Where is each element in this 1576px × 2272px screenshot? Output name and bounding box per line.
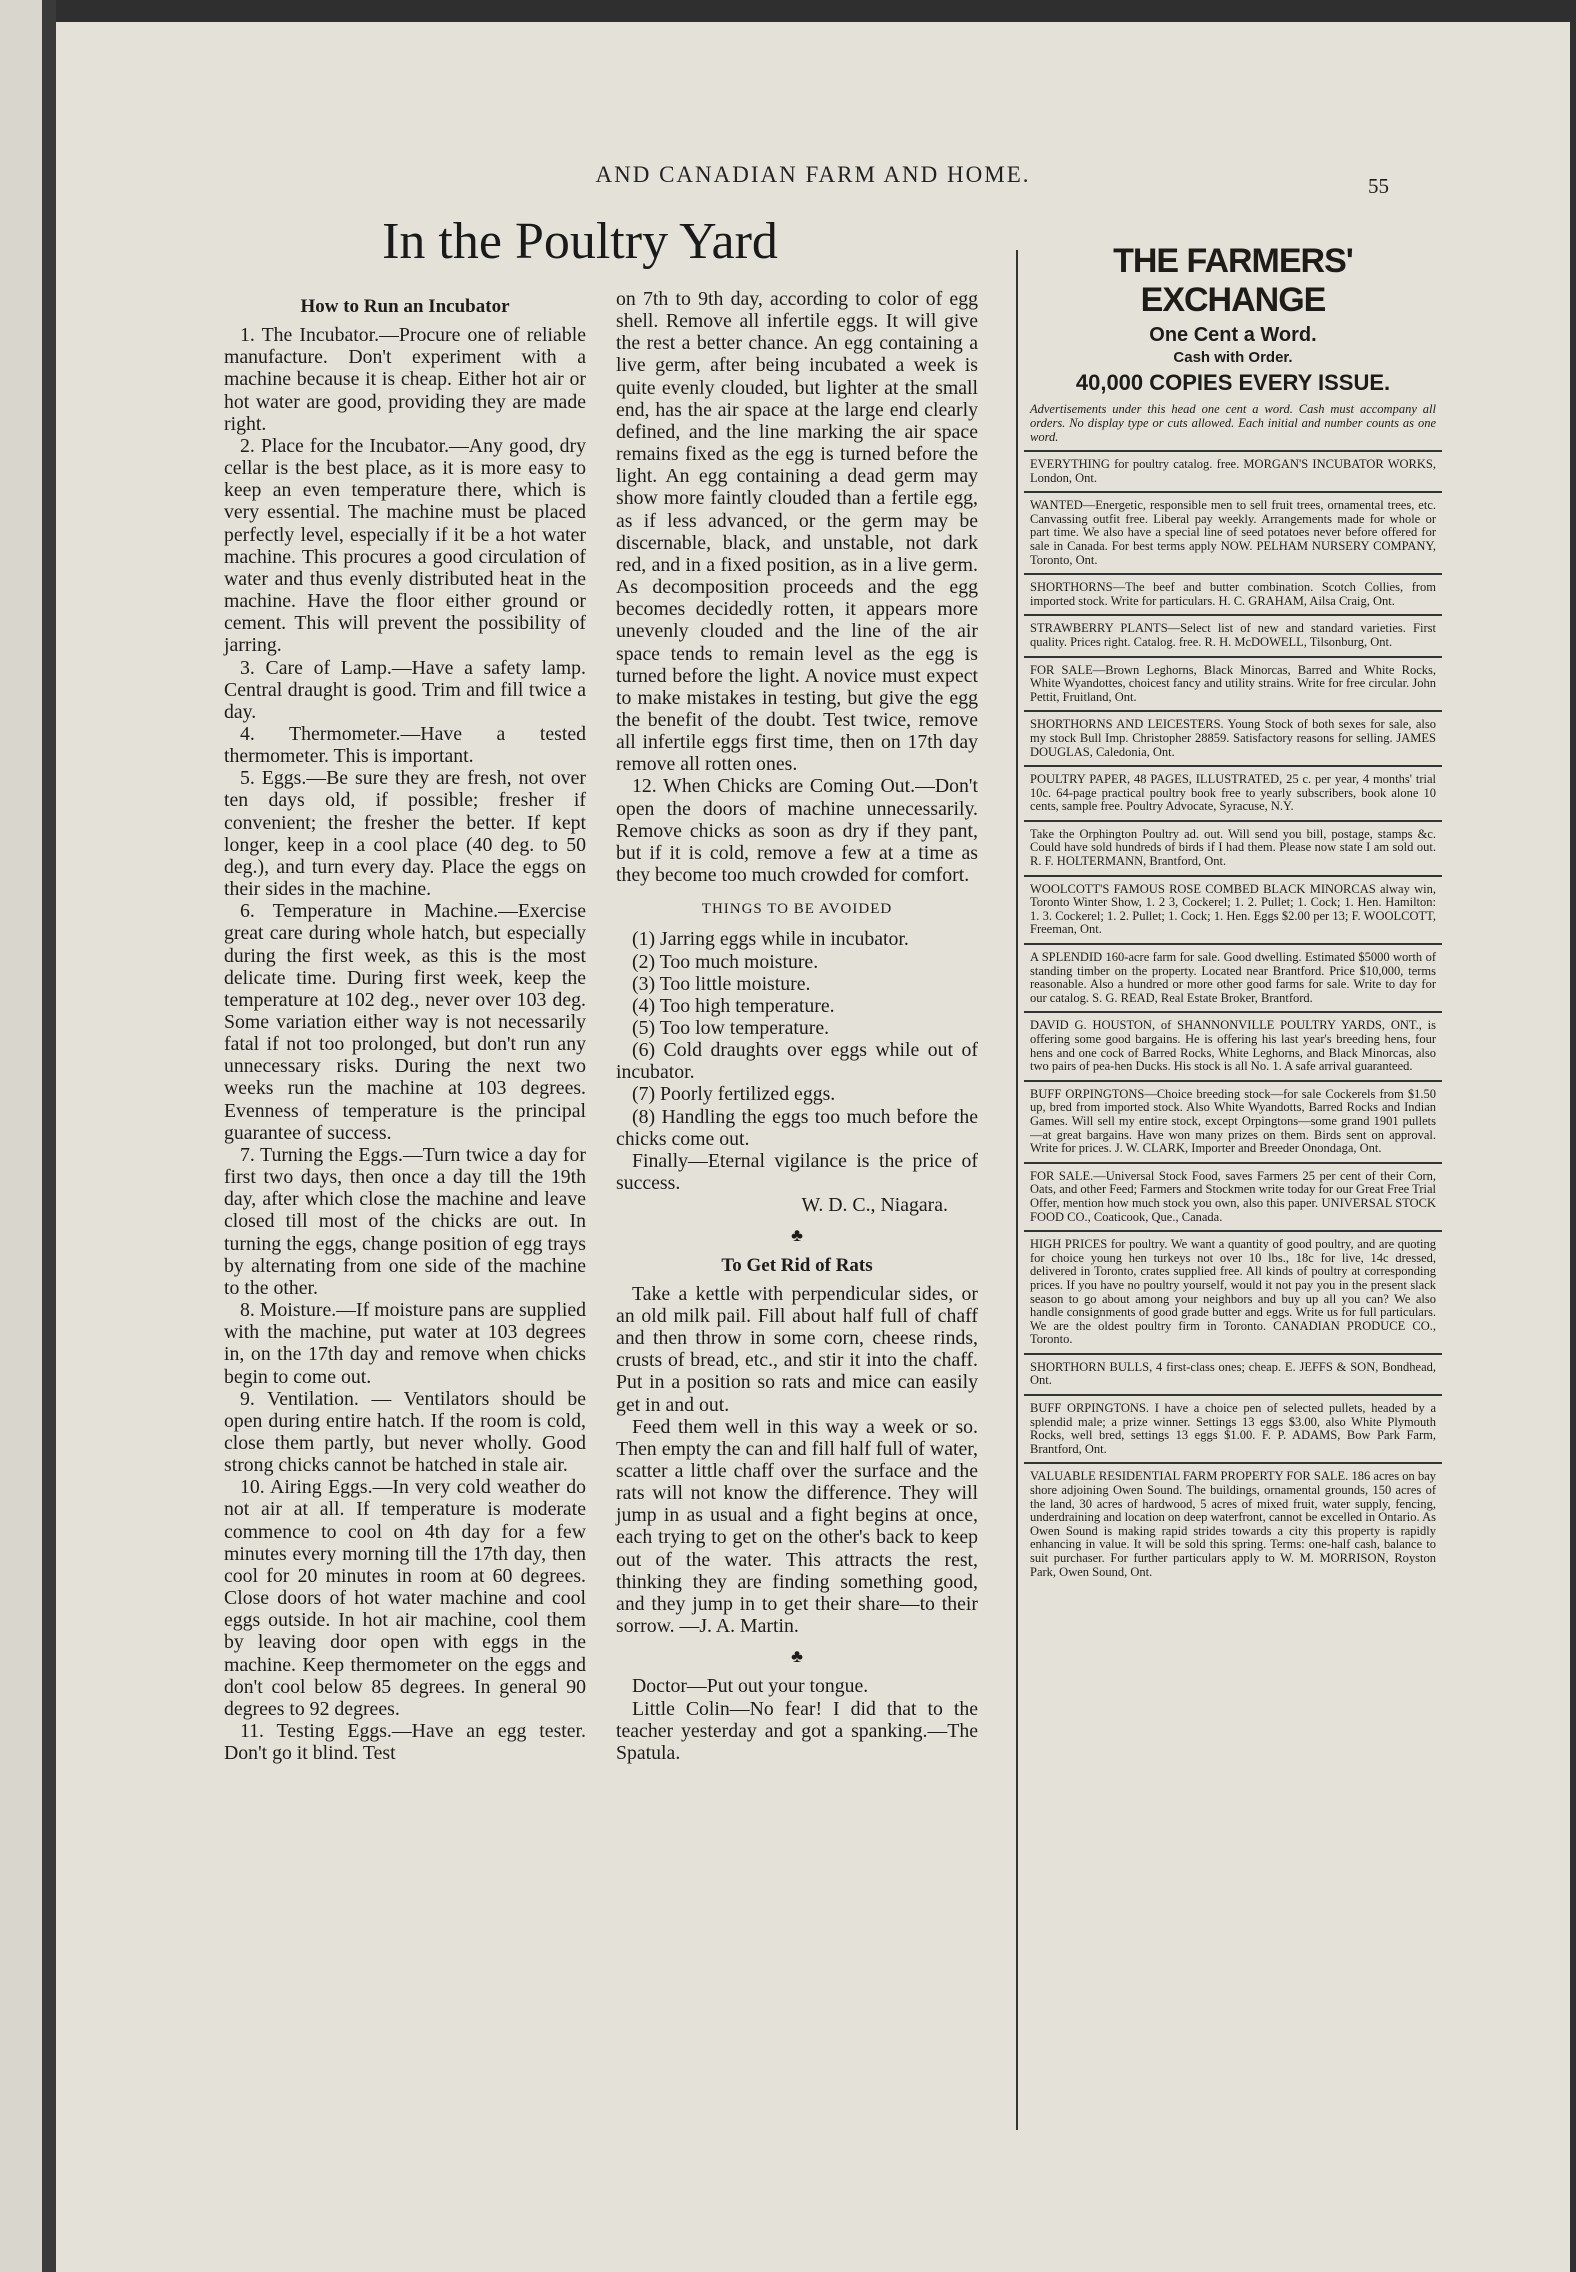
classified-ad: EVERYTHING for poultry catalog. free. MORGAN'S INCUBATOR WORKS, London, Ont. (1024, 450, 1442, 491)
scan-left-margin (0, 0, 56, 2272)
classified-ad: WOOLCOTT'S FAMOUS ROSE COMBED BLACK MINORCAS alway win, Toronto Winter Show, 1. 2 3, Cockerel; 1. 2. Pullet; 1. Cock; 1. Hen. Hamilton: 1. 3. Cockerel; 1. 2. Pullet; 1. Cock; 1. Hen. Eggs $2.00 per 13; F. WOOLCOTT, Freeman, Ont. (1024, 875, 1442, 943)
exchange-title: THE FARMERS' EXCHANGE (1113, 242, 1353, 319)
paragraph: Take a kettle with perpendicular sides, or an old milk pail. Fill about half full of chaff and then throw in some corn, cheese rinds, crusts of bread, etc., and stir it into the chaff. Put in a position so rats and mice can easily get in and out. (616, 1282, 978, 1416)
paragraph: 9. Ventilation. — Ventilators should be open during entire hatch. If the room is cold, close them partly, but never wholly. Good strong chicks cannot be hatched in stale air. (224, 1387, 586, 1477)
list-item: (3) Too little moisture. (632, 972, 811, 995)
rats-heading: To Get Rid of Rats (721, 1254, 873, 1276)
running-head: AND CANADIAN FARM AND HOME. (595, 162, 1031, 187)
avoid-heading: THINGS TO BE AVOIDED (701, 901, 893, 918)
page-number: 55 (1368, 174, 1389, 198)
classified-ad: HIGH PRICES for poultry. We want a quantity of good poultry, and are quoting for choice young hen turkeys not over 10 lbs., 18c for live, 14c dressed, delivered in Toronto, crates supplied free. All kinds of poultry at corresponding prices. If you have no poultry yourself, would it not pay you in the present slack season to go about among your neighbors and buy up all you can? We also handle consignments of good grade butter and eggs. Write us for full particulars. We are the oldest poultry firm in Toronto. CANADIAN PRODUCE CO., Toronto. (1024, 1230, 1442, 1353)
classified-ad: SHORTHORN BULLS, 4 first-class ones; cheap. E. JEFFS & SON, Bondhead, Ont. (1024, 1353, 1442, 1394)
paragraph: Doctor—Put out your tongue. (632, 1675, 869, 1698)
ornament-icon: ♣ (791, 1225, 803, 1246)
paragraph: 1. The Incubator.—Procure one of reliable manufacture. Don't experiment with a machine because it is cheap. Either hot air or hot water are good, providing they are made right. (224, 324, 586, 435)
paragraph: 2. Place for the Incubator.—Any good, dry cellar is the best place, as it is more easy to keep an even temperature there, which is very essential. The machine must be placed perfectly level, especially if it be a hot water machine. This procures a good circulation of water and thus evenly distributed heat in the machine. Have the floor either ground or cement. This will prevent the possibility of jarring. (224, 434, 586, 657)
paragraph: 4. Thermometer.—Have a tested thermometer. This is important. (224, 722, 586, 768)
classified-ad: VALUABLE RESIDENTIAL FARM PROPERTY FOR SALE. 186 acres on bay shore adjoining Owen Sound. The buildings, ornamental grounds, 150 acres of the land, 30 acres of hardwood, 5 acres of mixed fruit, water supply, fencing, underdraining and location on deep waterfront, cannot be excelled in Ontario. As Owen Sound is making rapid strides towards a city this property is rapidly enhancing in value. It will be sold this spring. Terms: one-half cash, balance to suit purchaser. For further particulars apply to W. M. MORRISON, Royston Park, Owen Sound, Ont. (1024, 1462, 1442, 1585)
classified-ad: BUFF ORPINGTONS. I have a choice pen of selected pullets, headed by a splendid male; a prize winner. Settings 13 eggs $3.00, also White Plymouth Rocks, well bred, settings 13 eggs $1.00. F. P. ADAMS, Bow Park Farm, Brantford, Ont. (1024, 1394, 1442, 1462)
newspaper-page (56, 22, 1570, 2272)
exchange-note: Advertisements under this head one cent a word. Cash must accompany all orders. No display type or cuts allowed. Each initial and number counts as one word. (1030, 402, 1436, 444)
paragraph: Little Colin—No fear! I did that to the teacher yesterday and got a spanking.—The Spatula. (616, 1697, 978, 1764)
article-title: In the Poultry Yard (382, 213, 778, 270)
classified-ad: BUFF ORPINGTONS—Choice breeding stock—for sale Cockerels from $1.50 up, bred from imported stock. Also White Wyandotts, Barred Rocks and Indian Games. Will sell my entire stock, except Orpingtons—some grand 1901 pullets—at great bargains. Have won many prizes on them. Birds sent on approval. Write for prices. J. W. CLARK, Importer and Breeder Onondaga, Ont. (1024, 1080, 1442, 1162)
paragraph: 7. Turning the Eggs.—Turn twice a day for first two days, then once a day till the 19th day, after which close the machine and leave closed till most of the chicks are out. In turning the eggs, change position of egg trays by alternating from one side of the machine to the other. (224, 1143, 586, 1299)
paragraph: 3. Care of Lamp.—Have a safety lamp. Central draught is good. Trim and fill twice a day. (224, 656, 586, 723)
list-item: (5) Too low temperature. (632, 1017, 830, 1039)
exchange-rate: One Cent a Word. (1149, 324, 1317, 346)
paragraph-continued: on 7th to 9th day, according to color of egg shell. Remove all infertile eggs. It will give the rest a better chance. An egg containing a live germ, after being incubated a week is quite evenly clouded, but lighter at the small end, has the air space at the large end clearly defined, and the line marking the air space remains fixed as the egg is turned before the light. An egg containing a dead germ may show more faintly clouded than a fertile egg, as if less advanced, or the germ may be discernable, black, and unstable, not dark red, and in a fixed position, as in a live germ. As decomposition proceeds and the egg becomes decidedly rotten, it appears more unevenly clouded and the line of the air space tends to remain level as the egg is turned before the light. A novice must expect to make mistakes in testing, but give the egg the benefit of the doubt. Test twice, remove all infertile eggs first time, then on 17th day remove all rotten ones. (616, 288, 978, 776)
classified-ad: FOR SALE—Brown Leghorns, Black Minorcas, Barred and White Rocks, White Wyandottes, choicest fancy and utility strains. Write for free circular. John Pettit, Fruitland, Ont. (1024, 656, 1442, 711)
paragraph: 5. Eggs.—Be sure they are fresh, not over ten days old, if possible; fresher if convenient; the fresher the better. If kept longer, keep in a cool place (40 deg. to 50 deg.), and turn every day. Place the eggs on their sides in the machine. (224, 767, 586, 901)
incubator-heading: How to Run an Incubator (300, 296, 510, 317)
classified-ad: SHORTHORNS AND LEICESTERS. Young Stock of both sexes for sale, also my stock Bull Imp. Christopher 28859. Satisfactory reasons for selling. JAMES DOUGLAS, Caledonia, Ont. (1024, 710, 1442, 765)
article-column-2 (616, 288, 978, 1764)
list-item: (2) Too much moisture. (632, 950, 819, 973)
list-item: (6) Cold draughts over eggs while out of incubator. (616, 1039, 978, 1084)
list-item: (4) Too high temperature. (632, 994, 835, 1017)
exchange-terms: Cash with Order. (1173, 349, 1293, 366)
classified-ad: Take the Orphington Poultry ad. out. Will send you bill, postage, stamps &c. Could have sold hundreds of birds if I had them. Please now state I am sold out. R. F. HOLTERMANN, Brantford, Ont. (1024, 820, 1442, 875)
list-item: (8) Handling the eggs too much before the chicks come out. (616, 1105, 978, 1150)
classified-ad: SHORTHORNS—The beef and butter combination. Scotch Collies, from imported stock. Write for particulars. H. C. GRAHAM, Ailsa Craig, Ont. (1024, 573, 1442, 614)
paragraph: 8. Moisture.—If moisture pans are supplied with the machine, put water at 103 degrees in, on the 17th day and remove when chicks begin to come out. (224, 1299, 586, 1388)
paragraph: 12. When Chicks are Coming Out.—Don't open the doors of machine unnecessarily. Remove chicks as soon as dry if they pant, but if it is cold, remove a few at a time as they become too much crowded for comfort. (616, 775, 978, 887)
classified-ad: WANTED—Energetic, responsible men to sell fruit trees, ornamental trees, etc. Canvassing outfit free. Liberal pay weekly. Arrangements made for whole or part time. We also have a special line of seed potatoes never before offered for sale in Canada. For best terms apply NOW. PELHAM NURSERY COMPANY, Toronto, Ont. (1024, 491, 1442, 573)
classified-ad: A SPLENDID 160-acre farm for sale. Good dwelling. Estimated $5000 worth of standing timber on the property. Located near Brantford. Price $10,000, terms reasonable. Also a hundred or more other good farms for sale. Write to day for our catalog. S. G. READ, Real Estate Broker, Brantford. (1024, 943, 1442, 1011)
classified-ad: DAVID G. HOUSTON, of SHANNONVILLE POULTRY YARDS, ONT., is offering some good bargains. He is offering his last year's breeding hens, four hens and one cock of Barred Rocks, White Leghorns, and Black Minorcas, also two pairs of pea-hen Ducks. His stock is all No. 1. A safe arrival guaranteed. (1024, 1011, 1442, 1079)
classified-ad: STRAWBERRY PLANTS—Select list of new and standard varieties. First quality. Prices right. Catalog. free. R. H. McDOWELL, Tilsonburg, Ont. (1024, 614, 1442, 655)
ornament-icon: ♣ (791, 1646, 803, 1667)
paragraph: Feed them well in this way a week or so. Then empty the can and fill half full of water, scatter a little chaff over the surface and the rats will not know the difference. They will jump in as usual and a fight begins at once, each trying to get on the other's back to keep out of the water. This attracts the rest, thinking they are finding something good, and they jump in to get their share—to their sorrow. —J. A. Martin. (616, 1415, 978, 1638)
paragraph: 11. Testing Eggs.—Have an egg tester. Don't go it blind. Test (224, 1720, 586, 1765)
signature: W. D. C., Niagara. (801, 1194, 948, 1217)
list-item: (7) Poorly fertilized eggs. (632, 1083, 836, 1106)
paragraph: 6. Temperature in Machine.—Exercise great care during whole hatch, but especially during the first week, as this is the most delicate time. During first week, keep the temperature at 102 deg., never over 103 deg. Some variation either way is not necessarily fatal if not too prolonged, but don't run any unnecessary risks. During the next two weeks run the machine at 103 degrees. Evenness of temperature is the principal guarantee of success. (224, 900, 586, 1144)
scan-binding-edge (42, 0, 56, 2272)
column-divider (1016, 250, 1018, 2130)
classified-ad: POULTRY PAPER, 48 PAGES, ILLUSTRATED, 25 c. per year, 4 months' trial 10c. 64-page practical poultry book free to yearly subscribers, book alone 10 cents, sample free. Poultry Advocate, Syracuse, N.Y. (1024, 765, 1442, 820)
paragraph: 10. Airing Eggs.—In very cold weather do not air at all. If temperature is moderate commence to cool on 4th day for a few minutes every morning till the 17th day, then cool for 20 minutes in room at 60 degrees. Close doors of hot water machine and cool eggs outside. In hot air machine, cool them by leaving door open with eggs in the machine. Keep thermometer on the eggs and don't cool below 85 degrees. In general 90 degrees to 92 degrees. (224, 1476, 586, 1720)
list-item: (1) Jarring eggs while in incubator. (632, 928, 909, 951)
exchange-circulation: 40,000 COPIES EVERY ISSUE. (1075, 370, 1391, 395)
paragraph: Finally—Eternal vigilance is the price of success. (616, 1149, 978, 1195)
classified-ad: FOR SALE.—Universal Stock Food, saves Farmers 25 per cent of their Corn, Oats, and other Feed; Farmers and Stockmen write today for our Great Free Trial Offer, mention how much stock you own, also this paper. UNIVERSAL STOCK FOOD CO., Coaticook, Que., Canada. (1024, 1162, 1442, 1230)
farmers-exchange (1024, 240, 1442, 1585)
article-column-1 (224, 288, 586, 1764)
